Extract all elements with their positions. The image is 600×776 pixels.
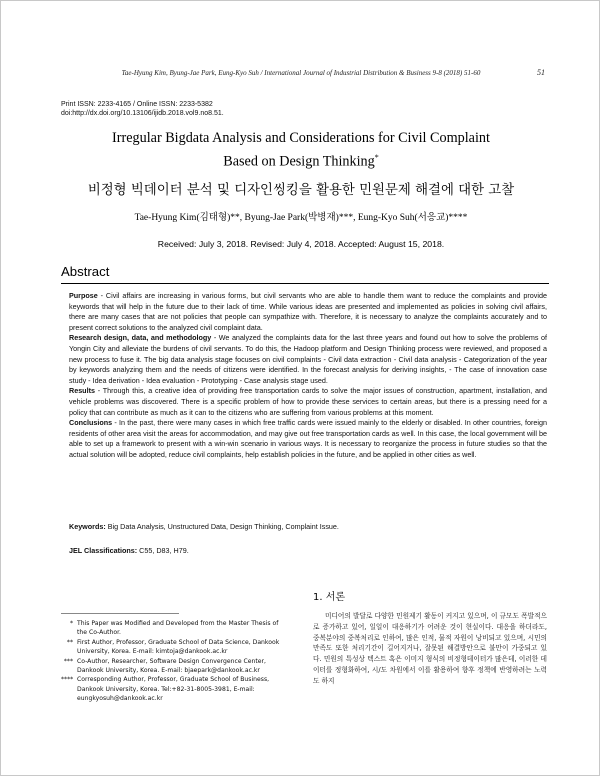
purpose-text: - Civil affairs are increasing in various forms, but civil servants who are able to handle them want to reduce the complaints and provide keywords that will help in the future due to their lack of time. While various ideas are presented and implemented as policies in solving civil affairs, there are many cases that are not policies that people can sympathize with. Therefore, it is necessary to analyze the complaints accurately and to present correct solutions to the analyzed civil complaint data. [69,291,547,332]
paper-title [61,128,541,172]
footnotes [61,619,283,704]
results-text: - Through this, a creative idea of providing free transportation cards to solve the major issues of construction, apartment, installation, and vehicle problems was discovered. There is a specific problem of how to provide these services to certain areas, but there is a pressing need for a policy that can contribute as much as it can to the citizens who are suffering from various problems at this moment. [69,386,547,417]
abstract-divider [61,283,549,284]
footnote-item [61,619,283,638]
publication-meta [61,100,224,118]
footnote-item [61,657,283,676]
conclusions-label: Conclusions [69,418,113,428]
jel-label: JEL Classifications: [69,546,138,555]
keywords-text: Big Data Analysis, Unstructured Data, Design Thinking, Complaint Issue. [105,522,339,531]
footnote-item [61,675,283,703]
footnote-text: This Paper was Modified and Developed from the Master Thesis of the Co-Author. [77,620,279,637]
jel-text: C55, D83, H79. [137,546,189,555]
author-list: Tae-Hyung Kim(김태형)**, Byung-Jae Park(박병재)***, Eung-Kyo Suh(서응교)**** [134,213,468,223]
page-number: 51 [537,68,545,77]
abstract-results [69,386,547,418]
introduction-paragraph: 미디어의 발달로 다양한 민원제기 활동이 커지고 있으며, 이 규모도 폭발적으로 증가하고 있어, 일일이 대응하기가 어려운 것이 현실이다. 대응을 하더라도, 중복분야의 중복처리로 인하여, 많은 인적, 물적 자원이 낭비되고 있으며, 시민의 만족도 또한 처리기간이 길어지거나, 잘못된 해결방안으로 불만이 가중되고 있다. 민원의 특성상 텍스트 혹은 이미지 형식의 비정형데이터가 많은데, 이러한 데이터를 정형화하여, 시/도 차원에서 이를 활용하여 향후 정책에 반영하려는 노력도 하지 [313,612,547,685]
purpose-label: Purpose [69,291,98,300]
section-heading-introduction: 1. 서론 [313,592,346,603]
keywords [69,522,547,531]
footnote-text: First Author, Professor, Graduate School of Data Science, Dankook University, Korea. E-mail: kimtoja@dankook.ac.kr [77,638,280,656]
title-footnote-marker: * [374,153,379,162]
korean-title: 비정형 빅데이터 분석 및 디자인씽킹을 활용한 민원문제 해결에 대한 고찰 [87,183,515,198]
research-text: - We analyzed the complaints data for the last three years and found out how to solve the problems of Yongin City and alleviate the burdens of civil servants. To do this, the Hadoop platform and Design Thinking process were reviewed, and proposed a new process to fuse it. The big data analysis stage focuses on civil complaints - Civil data extraction - Civil data analysis - Categorization of the year by keywords analyzing them and the needs of citizens were identified. In the forecast analysis for deriving insights, - The case of innovation case study - Idea derivation - Idea evaluation - Prototyping - Case analysis stage used. [69,333,547,385]
abstract-body [69,291,547,461]
abstract-purpose [69,291,547,333]
footnote-item [61,638,283,657]
doi-line[interactable]: doi:http://dx.doi.org/10.13106/ijidb.2018.vol9.no8.51. [61,110,224,117]
running-header: Tae-Hyung Kim, Byung-Jae Park, Eung-Kyo Suh / International Journal of Industrial Distribution & Business 9-8 (2018) 51-60 [121,69,481,77]
abstract-research [69,333,547,386]
submission-dates: Received: July 3, 2018. Revised: July 4, 2018. Accepted: August 15, 2018. [157,239,445,249]
results-label: Results [69,386,95,396]
title-line-2 [61,148,541,172]
keywords-label: Keywords: [69,522,106,531]
footnote-text: Co-Author, Researcher, Software Design Convergence Center, Dankook University, Korea. E-mail: bjaepark@dankook.ac.kr [77,657,266,675]
footnote-mark: *** [63,657,73,665]
footnote-mark: **** [61,676,74,684]
footnote-mark: ** [66,638,73,646]
title-line-2-text: Based on Design Thinking [223,153,375,170]
abstract-conclusions [69,418,547,460]
abstract-heading: Abstract [61,264,110,279]
conclusions-text: - In the past, there were many cases in which free traffic cards were issued mainly to the elderly or disabled. In other countries, foreign residents of other area visit the areas for accommodation, and may give out free transportation cards as well. In this case, the local government will be able to set up a framework to present with a win-win scenario in various ways. It is necessary to reorganize the process in future studies so that the actual solution will be adopted, reduce civil complaints, help establish policies in the future, and be applied in other cities as well. [69,418,547,459]
issn-line: Print ISSN: 2233-4165 / Online ISSN: 2233-5382 [61,101,213,108]
title-line-1: Irregular Bigdata Analysis and Considerations for Civil Complaint [112,130,490,146]
research-label: Research design, data, and methodology [69,333,212,343]
footnote-text: Corresponding Author, Professor, Graduate School of Business, Dankook University, Korea. Tel:+82-31-8005-3981, E-mail: eungkyosuh@dankook.ac.kr [77,676,270,703]
footnote-divider [61,613,179,614]
footnote-mark: * [69,620,73,627]
jel-classifications [69,546,547,555]
